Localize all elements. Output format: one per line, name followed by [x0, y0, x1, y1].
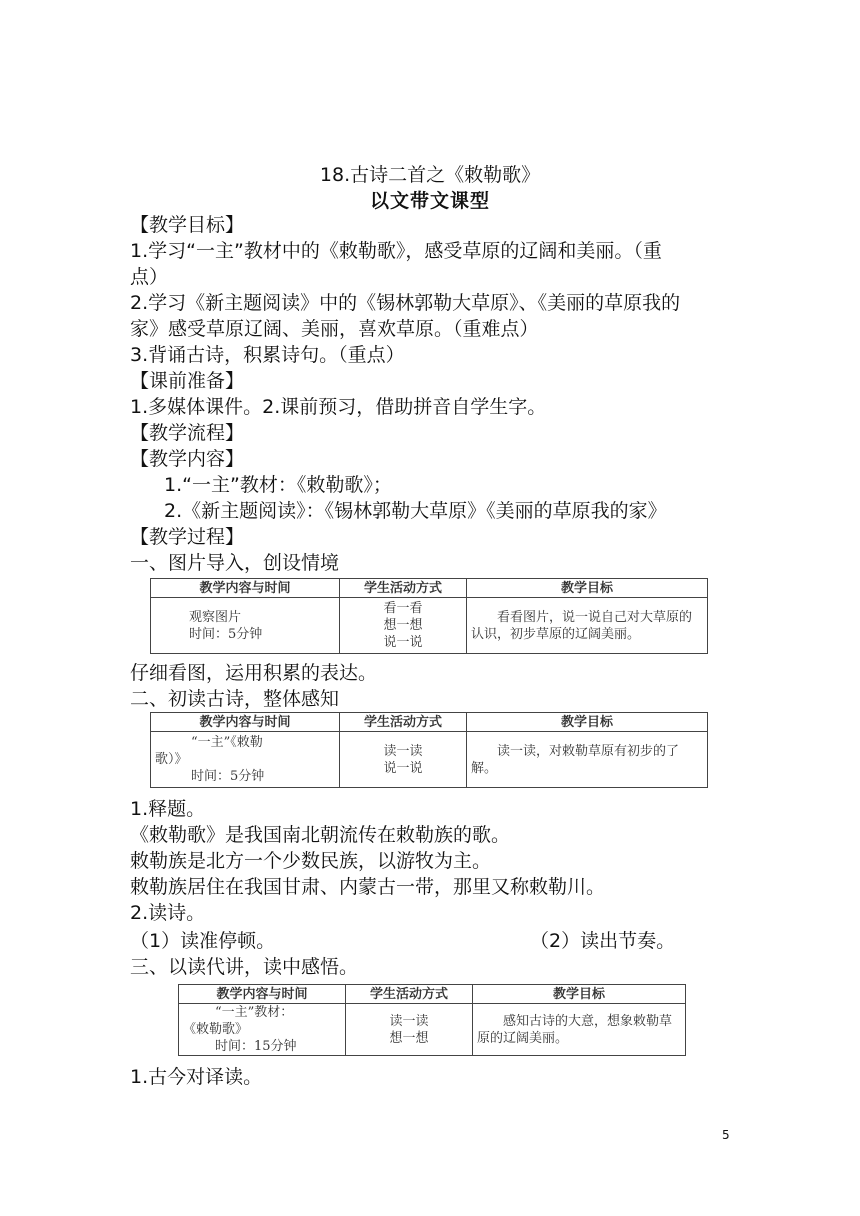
prep-text: 1.多媒体课件。2.课前预习，借助拼音自学生字。 — [130, 396, 547, 418]
table-section-3 — [178, 984, 686, 1056]
table-header-content: 教学内容与时间 — [151, 713, 340, 732]
table-cell-activity: 看一看 想一想 说一说 — [340, 598, 467, 654]
prep-heading: 【课前准备】 — [130, 370, 245, 392]
section-2-item-6b: （2）读出节奏。 — [530, 930, 676, 952]
section-2-item-4: 敕勒族居住在我国甘肃、内蒙古一带，那里又称敕勒川。 — [130, 876, 606, 898]
content-item-1: 1.“一主”教材：《敕勒歌》； — [164, 474, 392, 496]
table-header-goal: 教学目标 — [473, 985, 686, 1004]
section-2-item-5: 2.读诗。 — [130, 902, 206, 924]
table-cell-goal: 感知古诗的大意，想象敕勒草原的辽阔美丽。 — [473, 1004, 686, 1056]
table-header-goal: 教学目标 — [467, 713, 708, 732]
table-header-goal: 教学目标 — [467, 579, 708, 598]
section-2-item-1: 1.释题。 — [130, 798, 206, 820]
process-heading: 【教学过程】 — [130, 526, 245, 548]
goal-1-line-1: 1.学习“一主”教材中的《敕勒歌》，感受草原的辽阔和美丽。（重 — [130, 240, 662, 262]
goal-3: 3.背诵古诗，积累诗句。（重点） — [130, 344, 405, 366]
section-1-followup: 仔细看图，运用积累的表达。 — [130, 662, 378, 684]
flow-heading: 【教学流程】 — [130, 422, 245, 444]
table-section-2 — [150, 712, 708, 788]
goal-2-line-1: 2.学习《新主题阅读》中的《锡林郭勒大草原》、《美丽的草原我的 — [130, 292, 681, 314]
section-2-item-2: 《敕勒歌》是我国南北朝流传在敕勒族的歌。 — [130, 824, 511, 846]
section-1-heading: 一、图片导入，创设情境 — [130, 552, 340, 574]
table-header-content: 教学内容与时间 — [151, 579, 340, 598]
table-cell-goal: 读一读，对敕勒草原有初步的了解。 — [467, 732, 708, 788]
table-header-activity: 学生活动方式 — [340, 713, 467, 732]
table-cell-activity: 读一读 说一说 — [340, 732, 467, 788]
goal-2-line-2: 家》感受草原辽阔、美丽，喜欢草原。（重难点） — [130, 318, 539, 340]
lesson-title: 18.古诗二首之《敕勒歌》 — [319, 164, 541, 186]
lesson-subtitle: 以文带文课型 — [369, 190, 490, 212]
table-cell-goal: 看看图片，说一说自己对大草原的认识，初步草原的辽阔美丽。 — [467, 598, 708, 654]
content-heading: 【教学内容】 — [130, 448, 245, 470]
page-number: 5 — [722, 1128, 730, 1142]
section-3-heading: 三、以读代讲，读中感悟。 — [130, 956, 359, 978]
table-cell-activity: 读一读 想一想 — [346, 1004, 473, 1056]
section-3-item-1: 1.古今对译读。 — [130, 1066, 263, 1088]
content-item-2: 2.《新主题阅读》：《锡林郭勒大草原》《美丽的草原我的家》 — [164, 500, 667, 522]
section-2-item-3: 敕勒族是北方一个少数民族，以游牧为主。 — [130, 850, 492, 872]
table-cell-content: “一主”《敕勒 歌）》 时间：5分钟 — [151, 732, 340, 788]
table-header-activity: 学生活动方式 — [346, 985, 473, 1004]
table-section-1 — [150, 578, 708, 654]
section-2-heading: 二、初读古诗，整体感知 — [130, 688, 340, 710]
table-cell-content: “一主”教材： 《敕勒歌》 时间：15分钟 — [179, 1004, 346, 1056]
goal-1-line-2: 点） — [130, 266, 169, 288]
table-header-activity: 学生活动方式 — [340, 579, 467, 598]
goal-heading: 【教学目标】 — [130, 214, 245, 236]
table-cell-content: 观察图片 时间：5分钟 — [151, 598, 340, 654]
section-2-item-6a: （1）读准停顿。 — [130, 930, 276, 952]
table-header-content: 教学内容与时间 — [179, 985, 346, 1004]
